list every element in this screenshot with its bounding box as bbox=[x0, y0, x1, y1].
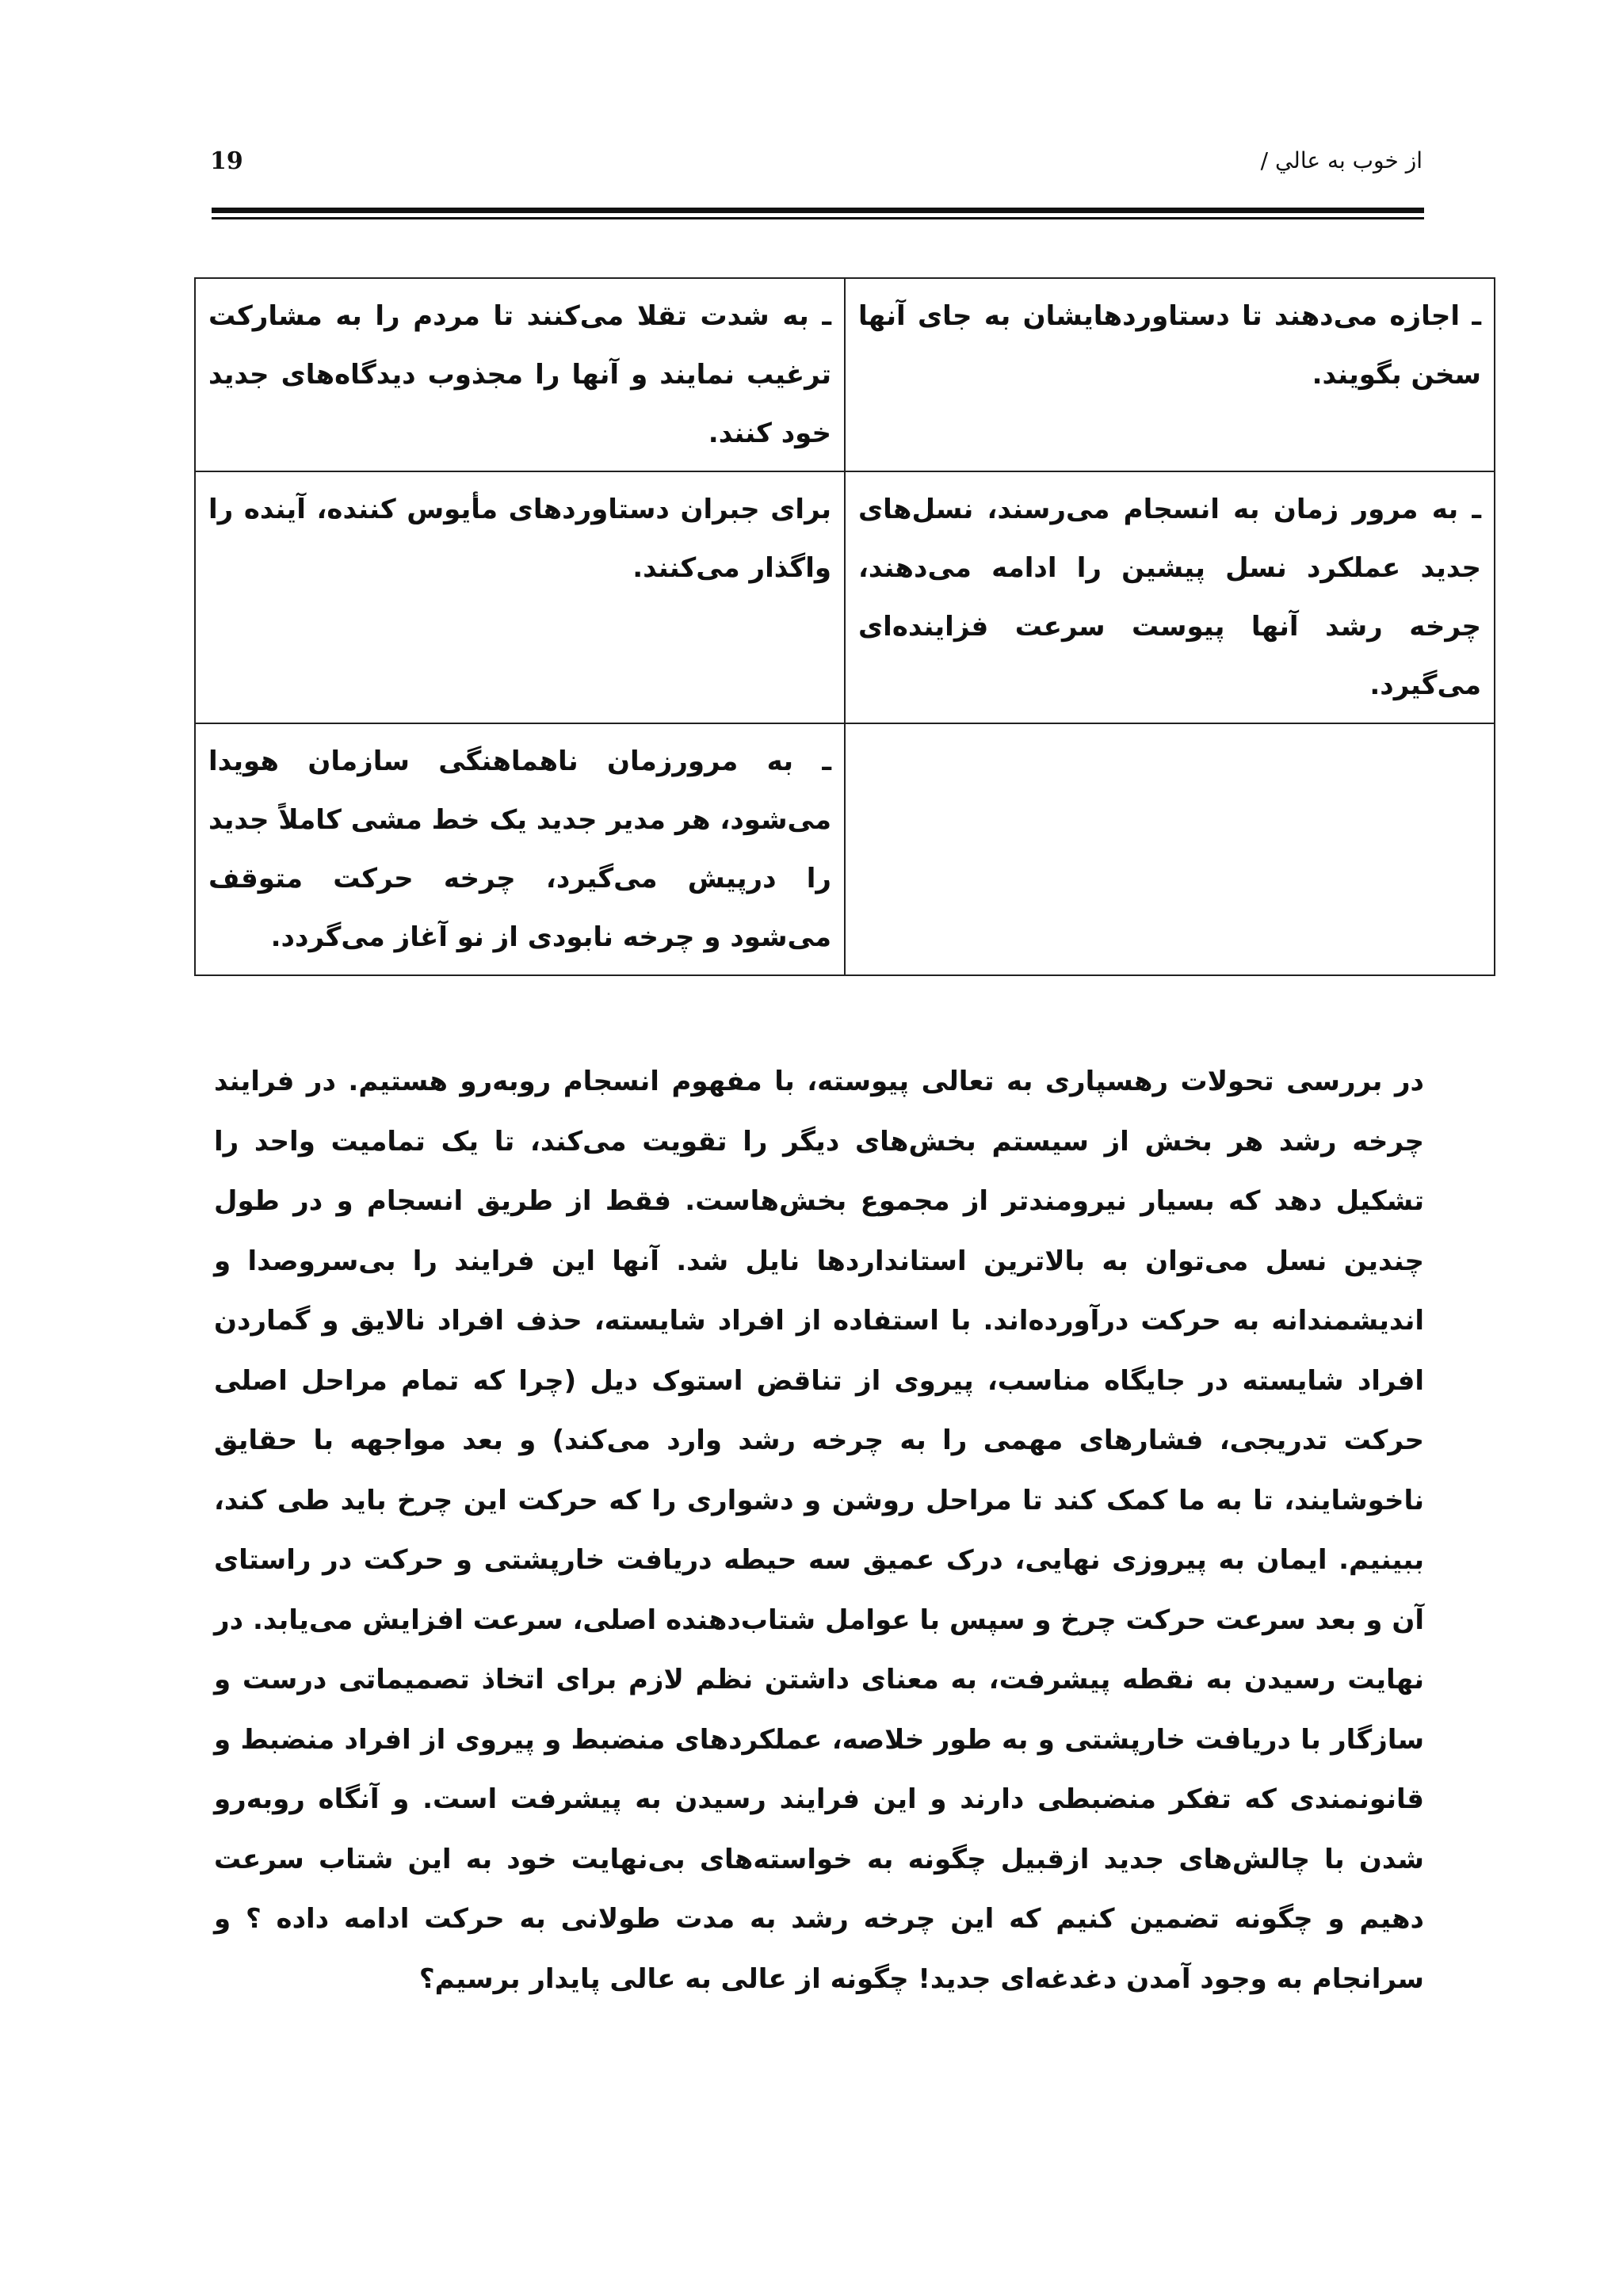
page-number: 19 bbox=[210, 147, 243, 175]
running-title: از خوب به عالي / bbox=[1260, 147, 1423, 174]
table-row bbox=[195, 723, 1495, 975]
table-row bbox=[195, 471, 1495, 723]
table-cell-left: برای جبران دستاوردهای مأیوس کننده، آینده را واگذار می‌کنند. bbox=[195, 471, 845, 723]
table-row bbox=[195, 278, 1495, 471]
body-paragraph: در بررسی تحولات رهسپاری به تعالی پیوسته، با مفهوم انسجام روبه‌رو هستیم. در فرایند چرخه رشد هر بخش از سیستم بخش‌های دیگر را تقویت می‌کند، تا یک تمامیت واحد را تشکیل دهد که بسیار نیرومندتر از مجموع بخش‌هاست. فقط از طریق انسجام و در طول چندین نسل می‌توان به بالاترین استانداردها نایل شد. آنها این فرایند را بی‌سروصدا و اندیشمندانه به حرکت درآورده‌اند. با استفاده از افراد شایسته، حذف افراد نالایق و گماردن افراد شایسته در جایگاه مناسب، پیروی از تناقض استوک دیل (چرا که تمام مراحل اصلی حرکت تدریجی، فشارهای مهمی را به چرخه رشد وارد می‌کند) و بعد مواجهه با حقایق ناخوشایند، تا به ما کمک کند تا مراحل روشن و دشواری را که حرکت این چرخ باید طی کند، ببینیم. ایمان به پیروزی نهایی، درک عمیق سه حیطه دریافت خارپشتی و حرکت در راستای آن و بعد سرعت حرکت چرخ و سپس با عوامل شتاب‌دهنده اصلی، سرعت افزایش می‌یابد. در نهایت رسیدن به نقطه پیشرفت، به معنای داشتن نظم لازم برای اتخاذ تصمیماتی درست و سازگار با دریافت خارپشتی و به طور خلاصه، عملکردهای منضبط و پیروی از افراد منضبط و قانونمندی که تفکر منضبطی دارند و این فرایند رسیدن به پیشرفت است. و آنگاه روبه‌رو شدن با چالش‌های جدید ازقبیل چگونه به خواسته‌های بی‌نهایت خود به این شتاب سرعت دهیم و چگونه تضمین کنیم که این چرخه رشد به مدت طولانی به حرکت ادامه داده ؟ و سرانجام به وجود آمدن دغدغه‌ای جدید! چگونه از عالی به عالی پایدار برسیم؟ bbox=[214, 1066, 1424, 1995]
page-header bbox=[210, 147, 1423, 195]
table-cell-left: ـ به مرورزمان ناهماهنگی سازمان هویدا می‌شود، هر مدیر جدید یک خط مشی کاملاً جدید را درپیش می‌گیرد، چرخه حرکت متوقف می‌شود و چرخه نابودی از نو آغاز می‌گردد. bbox=[195, 723, 845, 975]
comparison-table bbox=[194, 277, 1495, 976]
table-cell-right bbox=[845, 723, 1495, 975]
header-rule-thin bbox=[212, 217, 1424, 219]
header-rule-thick bbox=[212, 208, 1424, 213]
table-cell-right: ـ اجازه می‌دهند تا دستاوردهایشان به جای آنها سخن بگویند. bbox=[845, 278, 1495, 471]
table-cell-left: ـ به شدت تقلا می‌کنند تا مردم را به مشارکت ترغیب نمایند و آنها را مجذوب دیدگاه‌های جدید خود کنند. bbox=[195, 278, 845, 471]
table-cell-right: ـ به مرور زمان به انسجام می‌رسند، نسل‌های جدید عملکرد نسل پیشین را ادامه می‌دهند، چرخه رشد آنها پیوست سرعت فزاینده‌ای می‌گیرد. bbox=[845, 471, 1495, 723]
